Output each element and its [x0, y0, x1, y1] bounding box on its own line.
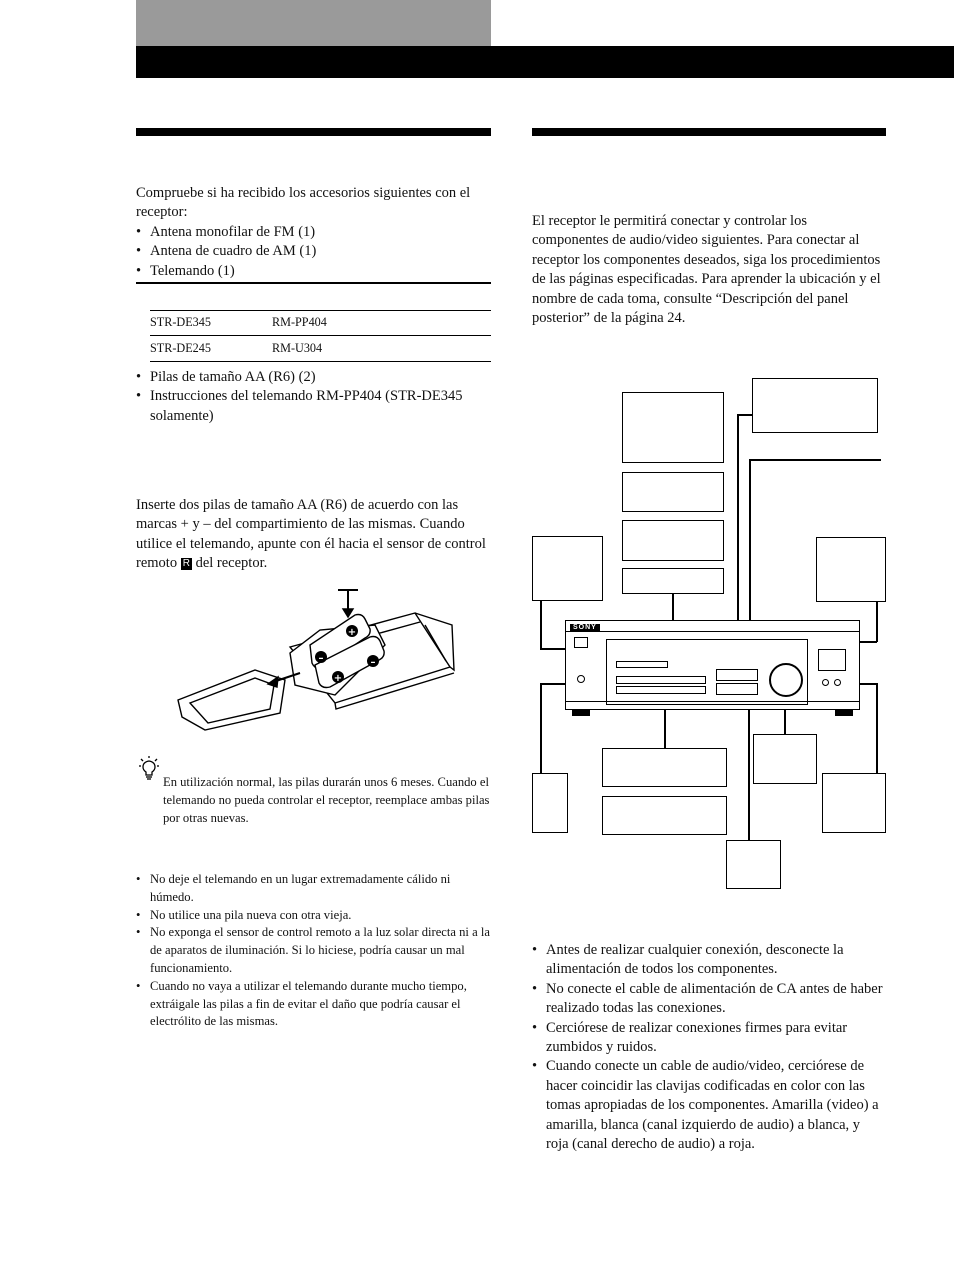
- component-box: [622, 520, 724, 561]
- remote-sensor-symbol: R: [182, 558, 190, 570]
- accessories-intro: Compruebe si ha recibido los accesorios siguientes con el receptor:: [136, 185, 471, 221]
- volume-knob: [769, 663, 803, 697]
- model-receiver: STR-DE345: [150, 315, 211, 329]
- list-item: • No deje el telemando en un lugar extremadamente cálido ni húmedo.: [136, 871, 494, 907]
- list-item: • No exponga el sensor de control remoto a la luz solar directa ni a la de aparatos de iluminación. Si lo hiciese, podría causar un mal funcionamiento.: [136, 924, 494, 977]
- component-box: [822, 773, 886, 833]
- receiver-front-panel: [565, 620, 860, 710]
- list-item: • Cerciórese de realizar conexiones firmes para evitar zumbidos y ruidos.: [532, 1019, 886, 1058]
- battery-notes: [136, 871, 494, 1031]
- list-item: • No conecte el cable de alimentación de CA antes de haber realizado todas las conexiones.: [532, 980, 886, 1019]
- accessories-section: [136, 184, 494, 281]
- component-box: [602, 796, 727, 835]
- receiver-brand: SONY: [570, 624, 600, 631]
- table-row: [150, 336, 491, 362]
- table-row: [150, 310, 491, 336]
- component-box: [622, 392, 724, 463]
- model-remote: RM-U304: [272, 341, 323, 355]
- list-item: • Instrucciones del telemando RM-PP404 (STR-DE345 solamente): [136, 387, 494, 426]
- header-bar: [136, 46, 954, 78]
- phones-jack: [577, 675, 585, 683]
- component-box: [752, 378, 878, 433]
- svg-text:–: –: [370, 657, 376, 668]
- component-box: [622, 472, 724, 512]
- svg-text:+: +: [333, 673, 343, 684]
- list-item: • Cuando conecte un cable de audio/video, cerciórese de hacer coincidir las clavijas codificadas en color con las tomas apropiadas de los componentes. Amarilla (video) a amarilla, blanca (canal izquierdo de audio) a blanca, y roja (canal derecho de audio) a roja.: [532, 1057, 886, 1154]
- connections-intro: El receptor le permitirá conectar y controlar los componentes de audio/video siguientes. Para conectar al receptor los componentes deseados, siga los procedimientos de las páginas especificadas. Para aprender la ubicación y el nombre de cada toma, consulte “Descripción del panel posterior” de la página 24.: [532, 213, 881, 327]
- list-item: • Telemando (1): [136, 262, 494, 281]
- lightbulb-icon: [138, 755, 160, 781]
- component-box: [753, 734, 817, 784]
- component-box: [726, 840, 781, 889]
- section-rule-left: [136, 128, 491, 136]
- component-box: [532, 773, 568, 833]
- component-box: [816, 537, 886, 602]
- model-receiver: STR-DE245: [150, 341, 211, 355]
- component-box: [602, 748, 727, 787]
- component-box: [622, 568, 724, 594]
- accessories-more: [136, 368, 494, 426]
- model-remote: RM-PP404: [272, 315, 327, 329]
- header-tab: [136, 0, 491, 46]
- svg-text:+: +: [347, 627, 357, 638]
- list-item: • Antena de cuadro de AM (1): [136, 242, 494, 261]
- tip-text: En utilización normal, las pilas durarán unos 6 meses. Cuando el telemando no pueda controlar el receptor, reemplace ambas pilas por otras nuevas.: [163, 775, 490, 825]
- list-item: • No utilice una pila nueva con otra vieja.: [136, 907, 494, 925]
- model-table: [150, 310, 491, 362]
- accessories-list: [136, 223, 494, 281]
- battery-insertion-illustration: [170, 585, 455, 735]
- list-item: • Antena monofilar de FM (1): [136, 223, 494, 242]
- precautions: [532, 941, 886, 1154]
- component-box: [532, 536, 603, 601]
- svg-text:–: –: [318, 653, 324, 664]
- section-rule-right: [532, 128, 886, 136]
- list-item: • Pilas de tamaño AA (R6) (2): [136, 368, 494, 387]
- power-button: [574, 637, 588, 648]
- connection-diagram: [520, 370, 890, 895]
- list-item: • Cuando no vaya a utilizar el telemando durante mucho tiempo, extráigale las pilas a fin de evitar el daño que podría causar el electrólito de las mismas.: [136, 978, 494, 1031]
- list-item: • Antes de realizar cualquier conexión, desconecte la alimentación de todos los componentes.: [532, 941, 886, 980]
- battery-instructions: Inserte dos pilas de tamaño AA (R6) de acuerdo con las marcas + y – del compartimiento de las mismas. Cuando utilice el telemando, apunte con él hacia el sensor de control remoto R del receptor.: [136, 497, 486, 572]
- table-top-rule: [136, 282, 491, 284]
